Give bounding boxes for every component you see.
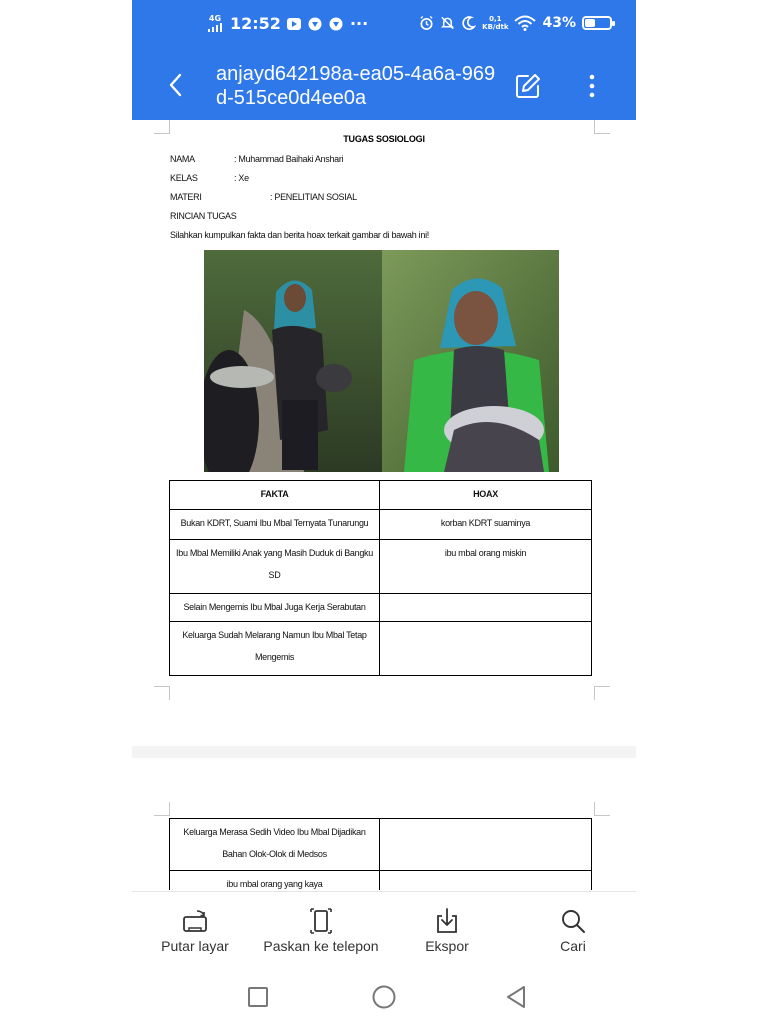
table-row <box>170 819 592 871</box>
recent-apps-icon[interactable] <box>245 984 271 1010</box>
table-row <box>170 540 592 594</box>
fit-to-phone-icon <box>306 906 336 936</box>
fakta-cell: Ibu Mbal Memiliki Anak yang Masih Duduk di Bangku SD <box>170 540 380 594</box>
instruction-text: Silahkan kumpulkan fakta dan berita hoax terkait gambar di bawah ini! <box>170 230 429 240</box>
more-options-icon[interactable] <box>580 72 604 100</box>
nama-row <box>170 154 344 164</box>
header-fakta: FAKTA <box>170 481 380 510</box>
materi-row <box>170 192 357 202</box>
nama-label: NAMA <box>170 154 195 164</box>
hoax-cell: ibu mbal orang miskin <box>380 540 592 594</box>
wifi-icon <box>514 16 536 31</box>
page-corner-mark <box>594 686 610 700</box>
do-not-disturb-moon-icon <box>461 16 476 31</box>
status-left <box>208 14 368 33</box>
document-heading: TUGAS SOSIOLOGI <box>343 134 425 144</box>
rotate-screen-button[interactable] <box>132 892 258 970</box>
bottom-toolbar <box>132 891 636 969</box>
fakta-cell: Keluarga Merasa Sedih Video Ibu Mbal Dijadikan Bahan Olok-Olok di Medsos <box>170 819 380 871</box>
materi-value: : PENELITIAN SOSIAL <box>270 192 357 202</box>
status-time: 12:52 <box>230 14 281 33</box>
rotate-screen-icon <box>180 906 210 936</box>
youtube-icon <box>287 16 302 31</box>
more-notifications: ··· <box>349 14 369 33</box>
network-type: 4G <box>208 14 222 23</box>
home-icon[interactable] <box>371 984 397 1010</box>
search-button[interactable] <box>510 892 636 970</box>
speed-unit: KB/dtk <box>482 23 509 31</box>
search-icon <box>558 906 588 936</box>
status-right <box>419 15 612 31</box>
document-viewer[interactable] <box>132 120 636 890</box>
alarm-icon <box>419 16 434 31</box>
kelas-row <box>170 173 249 183</box>
materi-label: MATERI <box>170 192 202 202</box>
kelas-value: : Xe <box>234 173 249 183</box>
app-bar <box>132 50 636 120</box>
battery-icon <box>582 16 612 30</box>
vpn-shield-icon <box>308 16 323 31</box>
page-corner-mark <box>594 120 610 134</box>
page-corner-mark <box>154 120 170 134</box>
back-nav-icon[interactable] <box>503 984 529 1010</box>
rotate-screen-label: Putar layar <box>161 938 229 954</box>
hoax-cell <box>380 871 592 891</box>
table-row <box>170 622 592 676</box>
system-navigation-bar <box>0 970 768 1024</box>
fit-to-phone-button[interactable] <box>258 892 384 970</box>
page-corner-mark <box>154 802 170 816</box>
signal-bars-icon <box>208 23 222 32</box>
document-page-1 <box>132 120 636 740</box>
search-label: Cari <box>560 938 586 954</box>
export-label: Ekspor <box>425 938 469 954</box>
document-page-2 <box>132 802 636 890</box>
kelas-label: KELAS <box>170 173 198 183</box>
signal-indicator <box>208 15 222 32</box>
header-hoax: HOAX <box>380 481 592 510</box>
fakta-cell: ibu mbal orang yang kaya <box>170 871 380 891</box>
battery-fill <box>585 19 595 27</box>
status-bar <box>132 0 636 50</box>
rincian-label: RINCIAN TUGAS <box>170 211 237 221</box>
back-arrow-icon[interactable] <box>164 72 190 98</box>
woman-photo <box>204 250 559 472</box>
page-divider <box>132 746 636 758</box>
hoax-cell <box>380 622 592 676</box>
hoax-cell <box>380 819 592 871</box>
fit-to-phone-label: Paskan ke telepon <box>263 938 379 954</box>
mute-bell-icon <box>440 16 455 31</box>
fakta-cell: Keluarga Sudah Melarang Namun Ibu Mbal Tetap Mengemis <box>170 622 380 676</box>
export-icon <box>432 906 462 936</box>
fact-hoax-table-continued <box>169 818 592 890</box>
nama-value: : Muhammad Baihaki Anshari <box>234 154 344 164</box>
fakta-cell: Selain Mengemis Ibu Mbal Juga Kerja Serabutan <box>170 594 380 622</box>
fakta-cell: Bukan KDRT, Suami Ibu Mbal Ternyata Tunarungu <box>170 510 380 540</box>
app-frame <box>132 0 636 970</box>
table-row <box>170 510 592 540</box>
network-speed <box>482 15 508 31</box>
page-corner-mark <box>154 686 170 700</box>
hoax-cell <box>380 594 592 622</box>
edit-icon[interactable] <box>514 72 542 100</box>
table-row <box>170 594 592 622</box>
document-title: anjayd642198a-ea05-4a6a-969d-515ce0d4ee0a <box>216 63 496 109</box>
vpn-shield-icon-2 <box>329 16 344 31</box>
export-button[interactable] <box>384 892 510 970</box>
fact-hoax-table <box>169 480 592 676</box>
page-corner-mark <box>594 802 610 816</box>
hoax-cell: korban KDRT suaminya <box>380 510 592 540</box>
table-row <box>170 871 592 891</box>
table-header-row <box>170 481 592 510</box>
battery-percent: 43% <box>542 15 576 31</box>
speed-value: 0,1 <box>489 15 502 23</box>
